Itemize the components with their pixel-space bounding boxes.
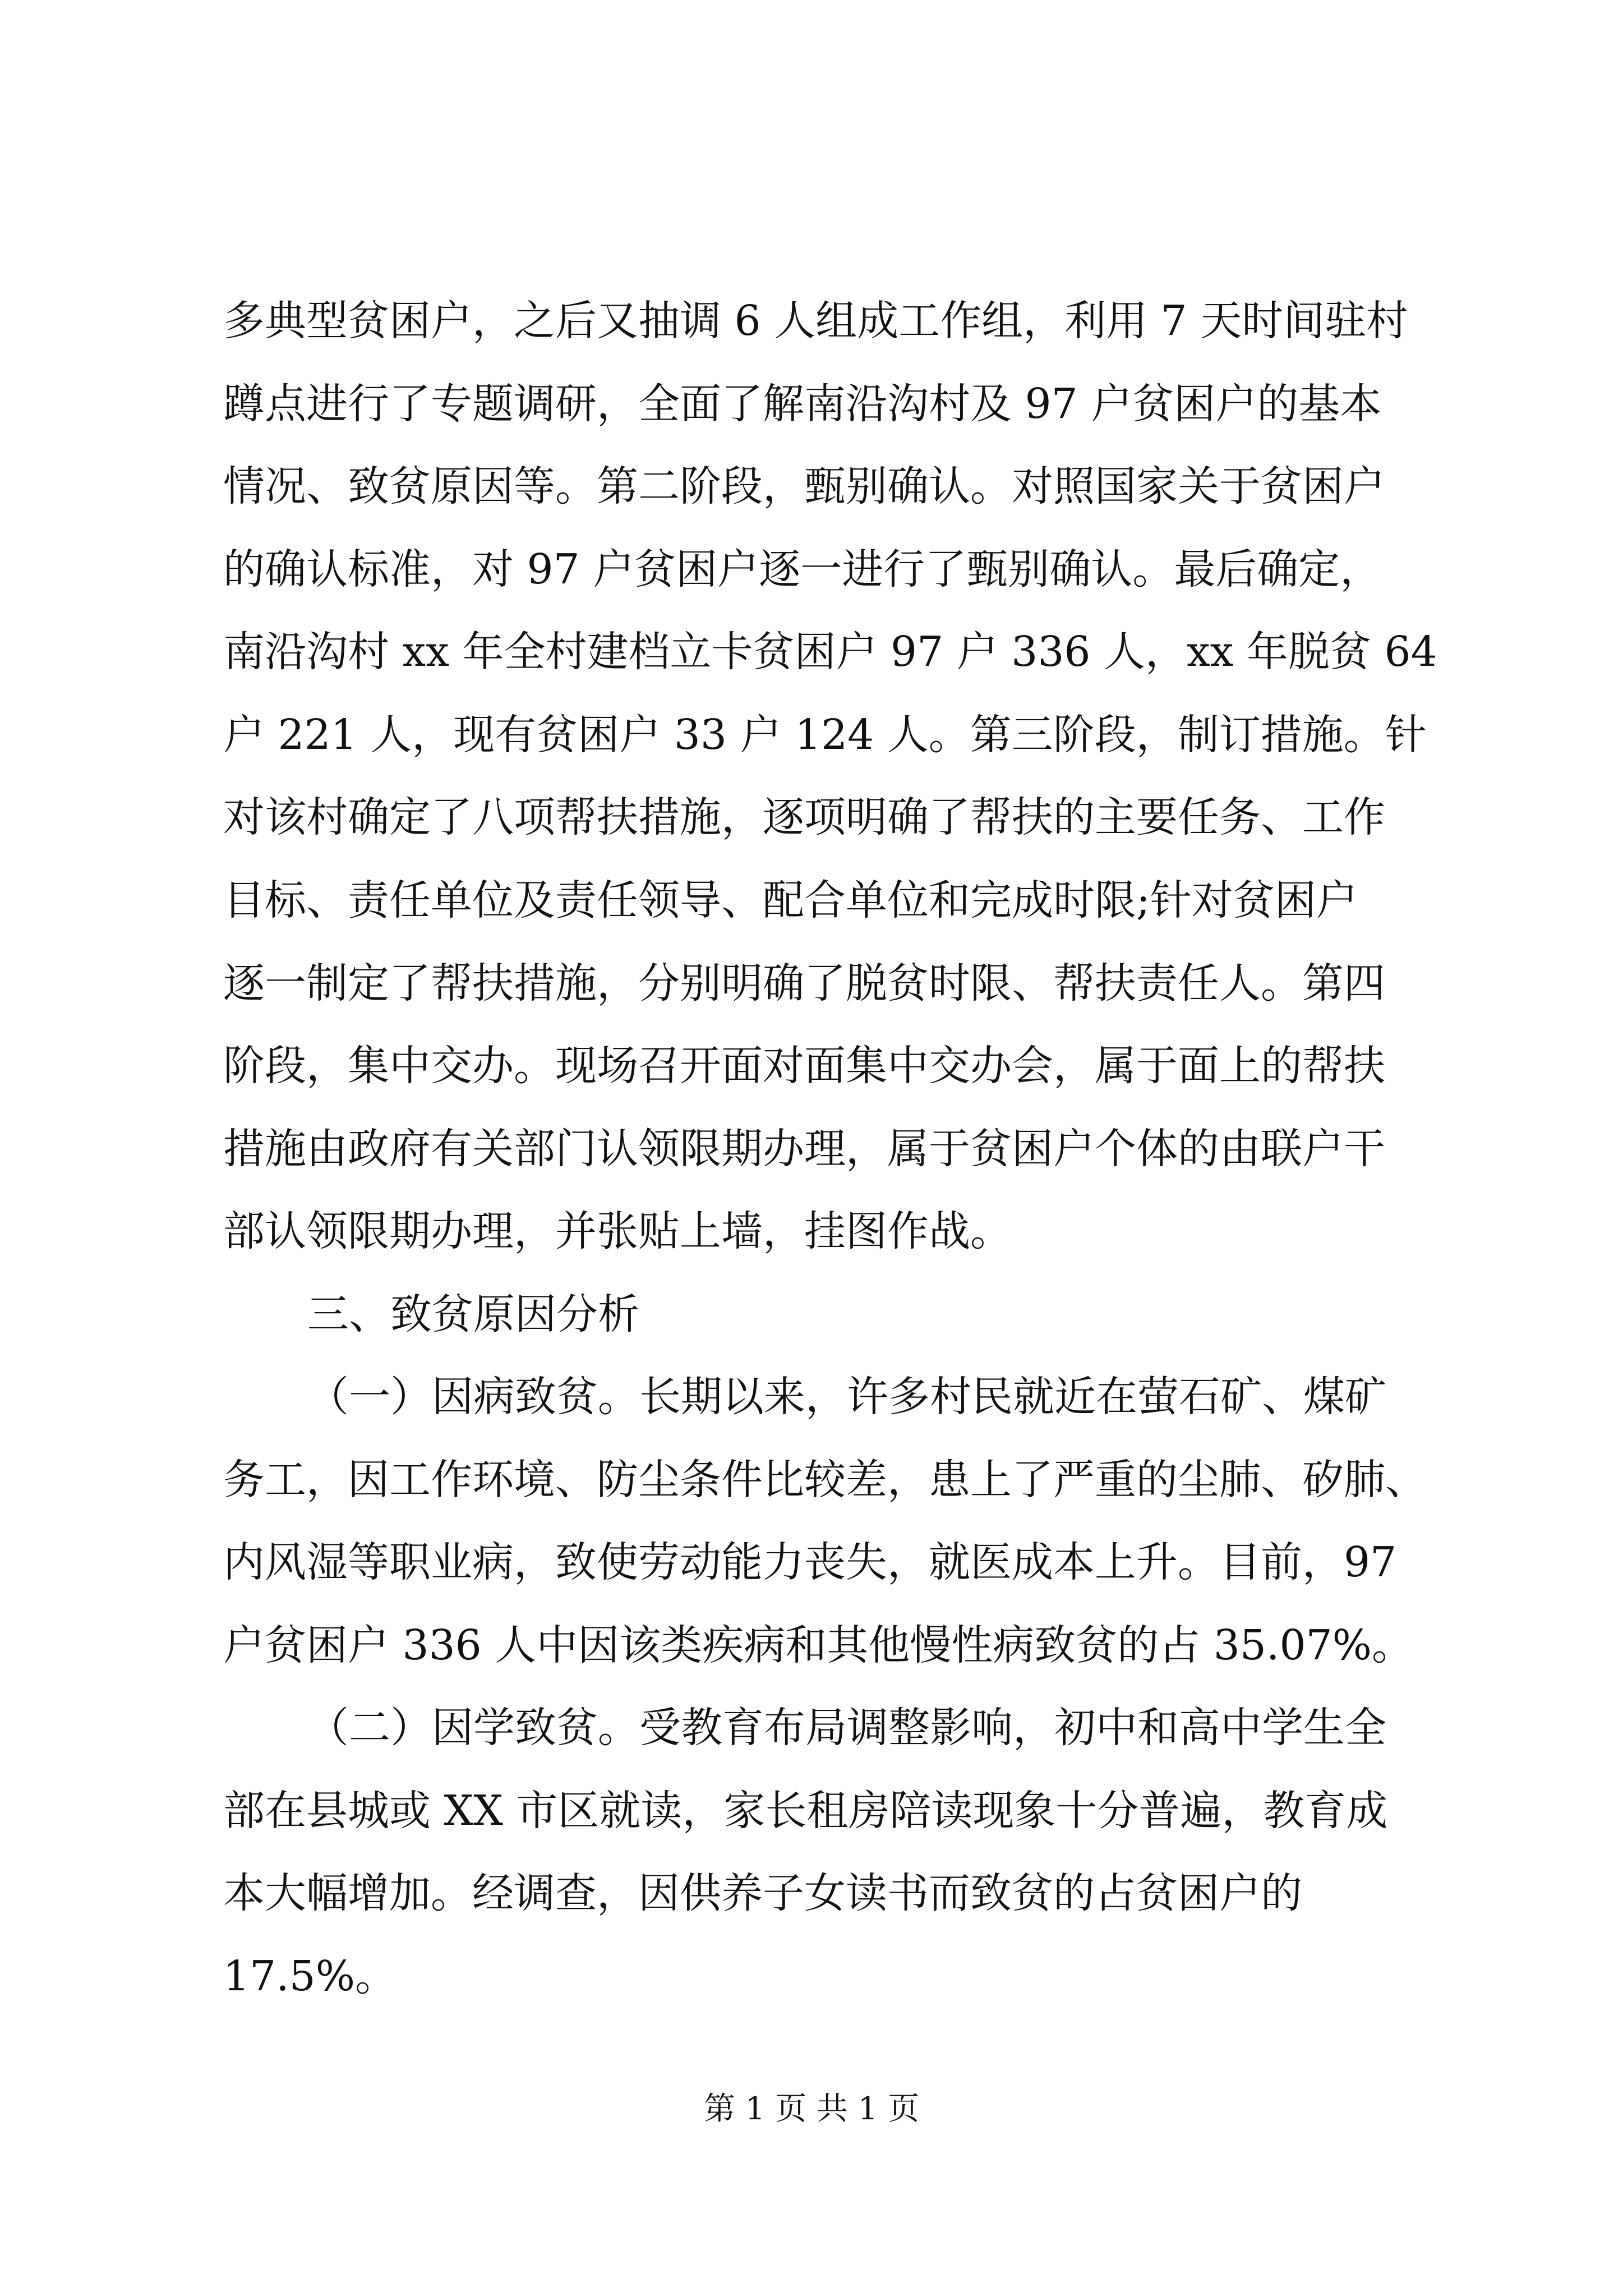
paragraph-line: 多典型贫困户，之后又抽调 6 人组成工作组，利用 7 天时间驻村 — [223, 297, 1408, 345]
paragraph-line: 务工，因工作环境、防尘条件比较差，患上了严重的尘肺、矽肺、 — [223, 1456, 1427, 1504]
paragraph-line: 部认领限期办理，并张贴上墙，挂图作战。 — [223, 1207, 1012, 1255]
paragraph-line: 情况、致贫原因等。第二阶段，甄别确认。对照国家关于贫困户 — [223, 462, 1385, 510]
paragraph-line: 内风湿等职业病，致使劳动能力丧失，就医成本上升。目前，97 — [223, 1538, 1397, 1586]
paragraph-line: 户贫困户 336 人中因该类疾病和其他慢性病致贫的占 35.07%。 — [223, 1621, 1413, 1669]
paragraph-line: （二）因学致贫。受教育布局调整影响，初中和高中学生全 — [307, 1704, 1386, 1752]
page-footer: 第 1 页 共 1 页 — [703, 2091, 920, 2127]
paragraph-line: 措施由政府有关部门认领限期办理，属于贫困户个体的由联户干 — [223, 1125, 1385, 1173]
paragraph-line: 对该村确定了八项帮扶措施，逐项明确了帮扶的主要任务、工作 — [223, 793, 1385, 841]
paragraph-line: 阶段，集中交办。现场召开面对面集中交办会，属于面上的帮扶 — [223, 1042, 1385, 1090]
paragraph-line: 蹲点进行了专题调研，全面了解南沿沟村及 97 户贫困户的基本 — [223, 380, 1382, 428]
section-heading: 三、致贫原因分析 — [307, 1290, 639, 1338]
paragraph-line: 部在县城或 XX 市区就读，家长租房陪读现象十分普遍，教育成 — [223, 1787, 1388, 1835]
paragraph-line: 本大幅增加。经调查，因供养子女读书而致贫的占贫困户的 — [223, 1869, 1302, 1917]
paragraph-line: 17.5%。 — [223, 1952, 397, 2000]
paragraph-line: 目标、责任单位及责任领导、配合单位和完成时限;针对贫困户 — [223, 876, 1358, 924]
paragraph-line: 南沿沟村 xx 年全村建档立卡贫困户 97 户 336 人，xx 年脱贫 64 — [223, 628, 1437, 676]
paragraph-line: （一）因病致贫。长期以来，许多村民就近在萤石矿、煤矿 — [307, 1373, 1386, 1421]
paragraph-line: 逐一制定了帮扶措施，分别明确了脱贫时限、帮扶责任人。第四 — [223, 959, 1385, 1007]
paragraph-line: 户 221 人，现有贫困户 33 户 124 人。第三阶段，制订措施。针 — [223, 711, 1427, 759]
paragraph-line: 的确认标准，对 97 户贫困户逐一进行了甄别确认。最后确定， — [223, 545, 1382, 593]
